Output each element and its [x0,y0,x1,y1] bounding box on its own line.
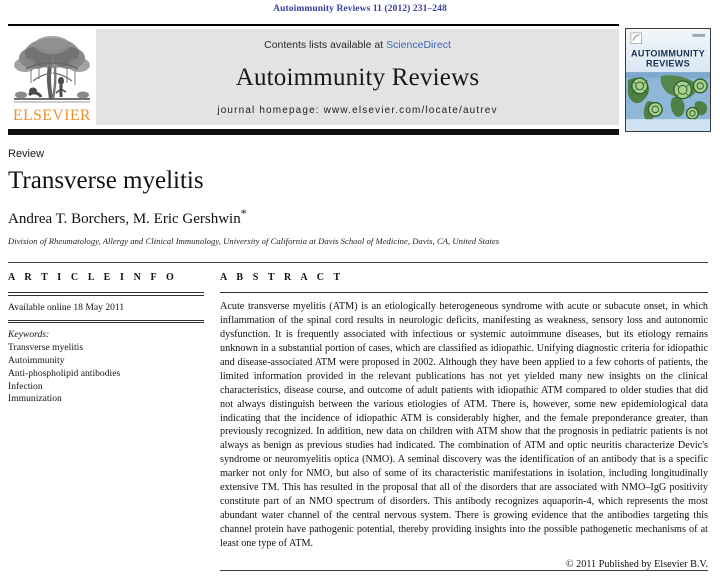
contents-prefix-text: Contents lists available at [264,38,387,51]
article-title-block [8,148,708,246]
author-list [8,206,708,228]
masthead-top-rule [8,24,619,26]
masthead-bottom-bar [8,129,619,135]
abstract-heading: A B S T R A C T [220,272,344,283]
elsevier-logo [8,29,96,125]
contents-list-line [264,39,451,51]
running-head: Autoimmunity Reviews 11 (2012) 231–248 [273,4,447,14]
abstract-top-rule [220,292,708,293]
sciencedirect-link[interactable]: ScienceDirect [386,38,451,51]
journal-title: Autoimmunity Reviews [235,64,480,92]
copyright-line: © 2011 Published by Elsevier B.V. [565,558,708,570]
journal-cover-thumbnail [625,28,711,132]
article-info-column [8,272,204,406]
document-type-label: Review [8,148,45,160]
journal-masthead [8,24,619,135]
keywords-label: Keywords: [8,329,50,341]
keyword-item: Anti-phospholipid antibodies [8,367,121,379]
elsevier-tree-icon [11,33,93,107]
elsevier-wordmark: ELSEVIER [13,107,91,125]
keyword-item: Immunization [8,393,62,405]
title-section-divider [8,262,708,263]
keyword-item: Transverse myelitis [8,342,84,354]
svg-text:REVIEWS: REVIEWS [646,58,690,69]
keyword-item: Infection [8,380,43,392]
author-names: Andrea T. Borchers, M. Eric Gershwin [8,211,241,227]
article-info-heading: A R T I C L E I N F O [8,272,178,283]
abstract-text: Acute transverse myelitis (ATM) is an etiologically heterogeneous syndrome with acute or subacute onset, in which inflammation of the spinal cord results in neurologic deficits, manifesting as weakness, sensory loss and autonomic dysfunction. It is frequently associated with infectious or systemic autoimmune diseases, but its etiology remains unknown in a substantial portion of cases, which are classified as idiopathic. Unifying diagnostic criteria for idiopathic and disease-associated ATM were proposed in 2002. Although they have been applied to a few cohorts of patients, the limited information provided in the relevant publications has not yet yielded many new insights on the clinical characteristics, disease course, and outcome of adult patients with idiopathic ATM compared to older studies that did not always distinguish between the various etiologies of ATM. There is, however, some new epidemiological data indicating that the incidence of idiopathic ATM is considerably higher, and the female preponderance greater, than previously recognized. In addition, new data on children with ATM show that the prognosis in pediatric patients is not always as benign as previous studies had indicated. The combination of ATM and optic neuritis characterize Devic's syndrome or neuromyelitis optica (NMO). A seminal discovery was the identification of an antibody that is a specific marker not only for NMO, but also of some of its characteristic manifestations in isolation, including longitudinally extensive TM. This has resulted in the proposal that all of the disorders that are associated with NMO–IgG positivity constitute part of an NMO spectrum of disorders. This antibody recognizes aquaporin-4, which represents the most abundant water channel of the central nervous system. There is growing evidence that the antibodies targeting this channel protein have pathogenic potential, thereby providing insights into the possible pathogenetic mechanisms of at least one type of ATM. [220,301,708,549]
masthead-panel [96,29,619,125]
cover-artwork [626,29,710,131]
masthead-row [8,29,619,125]
page-title: Transverse myelitis [8,167,204,194]
journal-homepage-link[interactable]: journal homepage: www.elsevier.com/locate/autrev [217,104,498,116]
article-history: Available online 18 May 2011 [8,301,125,313]
abstract-column [220,272,708,570]
abstract-bottom-rule [220,570,708,571]
keywords-block [8,323,204,406]
corresponding-author-marker: * [240,206,247,220]
author-affiliation: Division of Rheumatology, Allergy and Clinical Immunology, University of California at Davis School of Medicine, Davis, CA, United States [8,236,500,246]
keyword-item: Autoimmunity [8,354,65,366]
svg-text:AUTOIMMUNITY: AUTOIMMUNITY [631,48,705,59]
